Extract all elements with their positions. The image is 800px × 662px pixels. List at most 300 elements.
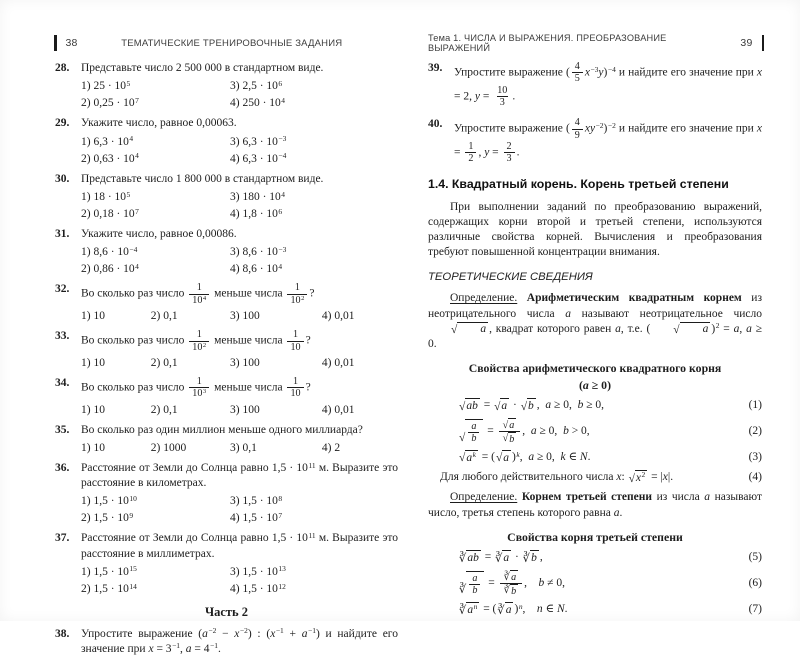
- fraction-denominator: [500, 583, 523, 597]
- fraction: [465, 141, 476, 165]
- radicand: [508, 432, 516, 445]
- problem-number: 34.: [55, 376, 70, 389]
- math-variable: n: [473, 602, 478, 612]
- problem-item: [428, 61, 762, 108]
- problem-text: Представьте число 1 800 000 в стандартном виде.: [81, 172, 324, 185]
- fraction: [287, 329, 303, 353]
- paragraph: При выполнении заданий по преобразованию выражений, содержащих корни второй и третьей степени, используются различные свойства корней. Вычисления и преобразования требуют повышенной концентрации внимания.: [428, 200, 762, 259]
- problem-text: Упростите выражение ( $\frac{4}{9}$ $xy^{-2})^{-2}$ и найдите его значение при x = $\frac{1}{2}$ , y = $\frac{2}{3}$ .: [454, 117, 763, 165]
- fraction: [468, 421, 479, 445]
- superscript: −4: [278, 151, 287, 161]
- problem-text: Представьте число 2 500 000 в стандартном виде.: [81, 62, 324, 74]
- math-variable: a: [582, 377, 589, 392]
- superscript: −2: [239, 626, 248, 636]
- cube-root: [504, 570, 519, 583]
- superscript: 6: [278, 78, 283, 88]
- math-variable: a: [530, 425, 537, 438]
- fraction: [189, 376, 209, 400]
- answer-option: 4) $1,8 \cdot 10^6$: [229, 206, 283, 220]
- superscript: 4: [202, 294, 207, 302]
- problem-item: [55, 172, 398, 222]
- answer-option: 3) $8,6 \cdot 10^{-3}$: [229, 244, 287, 259]
- problem-item: [55, 329, 398, 371]
- radicand: [465, 398, 480, 412]
- answer-option: 4) 2: [321, 441, 341, 454]
- fraction-numerator: 1: [196, 375, 202, 387]
- radical-sign: √: [451, 324, 458, 337]
- fraction-numerator: [468, 421, 479, 432]
- math-variable: x: [148, 642, 154, 655]
- superscript: 6: [278, 206, 283, 216]
- superscript: −2: [208, 626, 217, 636]
- problem-item: [428, 117, 762, 164]
- radicand: [680, 322, 711, 336]
- fraction: [572, 61, 583, 85]
- math-variable: x: [756, 122, 763, 135]
- math-variable: y: [484, 146, 490, 159]
- problem-number: 38.: [55, 627, 70, 640]
- underlined-text: Определение.: [450, 292, 518, 305]
- radical-sign: ∛: [495, 552, 503, 565]
- properties-heading-line: Свойства арифметического квадратного корня: [468, 361, 722, 376]
- square-root: [521, 398, 536, 412]
- right-page-content: [428, 61, 762, 617]
- problem-number: 39.: [428, 62, 443, 74]
- math-variable: a: [503, 551, 510, 564]
- math-variable: b: [577, 399, 584, 412]
- superscript: [474, 602, 478, 611]
- math-variable: a: [613, 506, 620, 519]
- fraction-denominator: [468, 432, 479, 444]
- properties-heading: [428, 529, 762, 546]
- answer-option: 1) $1,5 \cdot 10^{10}$: [81, 493, 137, 508]
- answer-option: 2) $0,86 \cdot 10^4$: [81, 261, 139, 276]
- radical-sign: √: [628, 472, 635, 485]
- fraction-numerator: [469, 573, 480, 584]
- paragraph: Определение. Корнем третьей степени из числа a называют число, третья степень которого равна a.: [428, 491, 762, 519]
- answer-options: [81, 308, 398, 324]
- math-variable: a: [501, 399, 508, 412]
- answer-option: 2) $1,5 \cdot 10^9$: [81, 511, 134, 525]
- answer-option: 3) 100: [229, 310, 260, 323]
- math-variable: a: [301, 627, 308, 640]
- problem-item: [55, 282, 398, 324]
- formula: √ $a^k$ = ( √ a )$^k$, a ≥ 0, k ∈ N.: [459, 449, 591, 465]
- problem-number: 31.: [55, 228, 70, 241]
- answer-option: 4) $8,6 \cdot 10^4$: [229, 261, 283, 276]
- problem-number: 35.: [55, 423, 70, 436]
- radicand: [465, 450, 478, 464]
- answer-option: 3) 100: [229, 403, 260, 416]
- radicand: [530, 550, 539, 564]
- math-variable: a: [733, 322, 740, 335]
- superscript: 11: [308, 531, 316, 541]
- fraction-numerator: 1: [294, 282, 300, 294]
- formula-row: [428, 450, 762, 465]
- answer-option: 2) $0,63 \cdot 10^4$: [81, 151, 139, 165]
- problem-number: 33.: [55, 330, 70, 343]
- problem-body: [81, 61, 398, 111]
- formula: Для любого действительного числа x: √ $x^2$ = |x|.: [440, 470, 674, 485]
- problem-body: [81, 282, 398, 324]
- answer-option: 4) $1,5 \cdot 10^{12}$: [229, 581, 286, 595]
- fraction-denominator: 3: [497, 96, 508, 108]
- fraction-numerator: 2: [506, 140, 512, 152]
- fraction: [499, 418, 521, 445]
- page-number-right: 39: [740, 37, 753, 49]
- superscript: −2: [595, 121, 604, 131]
- fraction: [504, 141, 515, 165]
- math-variable: x: [756, 66, 763, 79]
- superscript: 5: [126, 189, 131, 199]
- math-variable: a: [503, 451, 510, 464]
- answer-option: 1) 10: [81, 403, 105, 416]
- math-variable: b: [472, 584, 478, 596]
- answer-option: 2) 1000: [150, 441, 187, 454]
- superscript: 4: [129, 134, 134, 144]
- math-variable: x: [662, 471, 668, 484]
- answer-option: 1) $6,3 \cdot 10^4$: [81, 134, 134, 148]
- answer-option: 2) 0,1: [150, 310, 178, 323]
- problem-body: [81, 329, 398, 371]
- math-variable: b: [511, 585, 517, 597]
- problem-item: [55, 531, 398, 597]
- problem-body: [81, 531, 398, 597]
- superscript: 8: [278, 493, 283, 503]
- answer-options: [81, 244, 398, 277]
- superscript: 11: [308, 460, 316, 470]
- superscript: −3: [590, 65, 599, 75]
- radical-sign: ∛: [503, 571, 511, 583]
- superscript: −1: [307, 626, 316, 636]
- fraction-denominator: 5: [572, 72, 583, 84]
- radicand: [510, 584, 518, 597]
- fraction-numerator: 10: [497, 84, 508, 96]
- superscript: 3: [202, 388, 207, 396]
- problem-text: Во сколько раз один миллион меньше одного миллиарда?: [81, 423, 363, 436]
- math-variable: n: [536, 603, 543, 616]
- problem-item: [55, 627, 398, 657]
- math-variable: a: [511, 571, 517, 583]
- square-root: [459, 419, 483, 444]
- math-variable: a: [509, 419, 515, 431]
- bold-text: Корнем третьей степени: [521, 491, 653, 504]
- answer-option: 2) $0,25 \cdot 10^7$: [81, 95, 139, 110]
- page-number-left: 38: [65, 37, 78, 49]
- fraction-denominator: 10: [287, 341, 303, 353]
- fraction-denominator: $10^3$: [189, 387, 209, 399]
- radicand: [527, 398, 536, 412]
- square-root: [651, 322, 710, 336]
- math-variable: a: [202, 627, 208, 640]
- answer-option: 1) $25 \cdot 10^5$: [81, 78, 131, 93]
- superscript: 2: [715, 321, 720, 331]
- math-variable: ab: [466, 399, 478, 412]
- fraction-denominator: 9: [572, 129, 583, 141]
- problem-item: [55, 61, 398, 111]
- theory-label: ТЕОРЕТИЧЕСКИЕ СВЕДЕНИЯ: [428, 270, 593, 283]
- running-head-left: ТЕМАТИЧЕСКИЕ ТРЕНИРОВОЧНЫЕ ЗАДАНИЯ: [121, 37, 343, 49]
- fraction: [189, 329, 209, 353]
- radicand: [505, 602, 514, 616]
- page-header-left: [55, 34, 398, 52]
- fraction-numerator: 1: [468, 140, 474, 152]
- formula-row: [428, 550, 762, 565]
- radical-sign: √: [502, 419, 509, 431]
- fraction-numerator: [500, 570, 523, 583]
- fraction-denominator: [469, 584, 480, 596]
- problem-body: [81, 627, 398, 657]
- radicand: [465, 419, 483, 444]
- problem-body: [454, 117, 762, 164]
- fraction-numerator: 1: [196, 329, 202, 341]
- radicand: [508, 418, 516, 431]
- math-variable: N: [579, 450, 588, 463]
- equation-number: (7): [748, 603, 762, 616]
- radicand: [635, 470, 647, 484]
- properties-heading-line: Свойства корня третьей степени: [507, 529, 683, 544]
- math-variable: a: [545, 399, 552, 412]
- superscript: 7: [135, 206, 139, 216]
- square-root: [629, 470, 648, 484]
- superscript: 15: [129, 564, 137, 574]
- formula: ∛ $a^n$ = ( ∛ a )$^n$, n ∈ N.: [459, 601, 568, 617]
- math-variable: a: [480, 323, 487, 336]
- fraction-numerator: [499, 418, 521, 431]
- radical-sign: √: [502, 433, 509, 445]
- radical-sign: ∛: [459, 552, 467, 565]
- radical-sign: ∛: [459, 604, 467, 617]
- answer-option: 1) 10: [81, 356, 105, 369]
- math-variable: k: [516, 449, 520, 459]
- math-variable: b: [528, 399, 534, 412]
- problem-body: [81, 172, 398, 222]
- formula-row: [428, 398, 762, 413]
- math-variable: xy: [584, 122, 596, 135]
- fraction: [287, 282, 307, 306]
- part-heading: Часть 2: [204, 605, 249, 620]
- problem-number: 36.: [55, 461, 70, 474]
- answer-options: [81, 355, 398, 371]
- math-variable: a: [528, 450, 535, 463]
- problem-item: [55, 423, 398, 456]
- cube-root: [459, 550, 481, 564]
- square-root: [459, 450, 478, 464]
- problem-text: Расстояние от Земли до Солнца равно $1,5 \cdot 10^{11}$ м. Выразите это расстояние в километрах.: [81, 460, 399, 490]
- problem-body: [81, 423, 398, 456]
- formula: √ $\frac{a}{b}$ = √ a √ b , a ≥ 0, b > 0,: [459, 419, 590, 445]
- problem-item: [55, 227, 398, 277]
- superscript: 4: [281, 95, 286, 105]
- math-variable: a: [704, 491, 711, 504]
- problem-item: [55, 461, 398, 527]
- superscript: 4: [135, 261, 139, 271]
- math-variable: b: [531, 551, 537, 564]
- answer-option: 2) $1,5 \cdot 10^{14}$: [81, 581, 137, 595]
- formula-row: [428, 418, 762, 445]
- answer-option: 4) $6,3 \cdot 10^{-4}$: [229, 151, 287, 165]
- fraction: [189, 282, 209, 306]
- superscript: 7: [278, 511, 283, 521]
- problem-body: [81, 461, 398, 527]
- paragraph: Определение. Арифметическим квадратным корнем из неотрицательного числа a называют неотрицательное число √ a , квадрат которого равен a, т.е. ( √ a )$^2$ = a, a ≥ 0.: [428, 292, 763, 350]
- answer-option: 3) $1,5 \cdot 10^{13}$: [229, 564, 286, 578]
- math-variable: ab: [467, 551, 479, 564]
- answer-option: 4) 0,01: [321, 310, 355, 323]
- formula-row: [428, 570, 762, 597]
- square-root: [503, 432, 517, 445]
- fraction-numerator: 1: [292, 329, 299, 341]
- math-variable: a: [505, 603, 512, 616]
- section-heading: 1.4. Квадратный корень. Корень третьей степени: [428, 176, 729, 191]
- math-variable: k: [472, 450, 476, 460]
- header-tick-right: [762, 35, 765, 51]
- formula-row: [428, 602, 762, 617]
- radicand: [466, 550, 481, 564]
- superscript: 2: [301, 294, 305, 302]
- square-root: [494, 398, 509, 412]
- problem-number: 29.: [55, 117, 70, 130]
- radicand: [502, 550, 511, 564]
- square-root: [459, 398, 480, 412]
- superscript: 7: [135, 95, 139, 105]
- problem-number: 32.: [55, 283, 70, 296]
- radical-sign: ∛: [522, 552, 531, 565]
- fraction: [287, 376, 303, 400]
- problem-body: [81, 227, 398, 277]
- problem-text: Во сколько раз число $\frac{1}{10^3}$ меньше числа $\frac{1}{10}$ ?: [81, 375, 311, 400]
- underlined-text: Определение.: [450, 491, 518, 504]
- equation-number: (1): [748, 399, 762, 412]
- superscript: −1: [172, 641, 181, 651]
- math-variable: a: [472, 572, 478, 584]
- superscript: 10: [129, 493, 137, 503]
- fraction: [500, 570, 523, 597]
- header-tick-left: [54, 35, 57, 51]
- equation-number: (3): [748, 450, 762, 463]
- superscript: −2: [607, 121, 616, 131]
- problem-text: Во сколько раз число $\frac{1}{10^2}$ меньше числа $\frac{1}{10}$ ?: [81, 329, 311, 353]
- cube-root: [459, 602, 479, 616]
- problem-text: Укажите число, равное 0,00063.: [81, 117, 237, 130]
- cube-root: [497, 602, 513, 616]
- superscript: [516, 450, 519, 459]
- problem-body: [81, 116, 398, 166]
- answer-option: 2) $0,18 \cdot 10^7$: [81, 206, 139, 220]
- superscript: 4: [278, 261, 283, 271]
- superscript: −1: [210, 641, 218, 651]
- formula: √ ab = √ a · √ b , a ≥ 0, b ≥ 0,: [459, 399, 605, 413]
- fraction: [469, 573, 480, 597]
- page-header-right: [428, 34, 762, 52]
- superscript: 5: [126, 78, 131, 88]
- answer-option: 4) 0,01: [321, 403, 355, 416]
- answer-option: 3) 100: [229, 356, 260, 369]
- answer-option: 1) 10: [81, 310, 105, 323]
- left-page-content: [55, 61, 398, 657]
- superscript: 12: [278, 581, 286, 591]
- problem-text: Упростите выражение $(a^{-2} - x^{-2})$ : $(x^{-1} + a^{-1})$ и найдите его значение при $x = 3^{-1}$, $a = 4^{-1}$.: [81, 626, 398, 655]
- math-variable: a: [471, 420, 477, 432]
- fraction-denominator: $10^2$: [189, 341, 209, 353]
- cube-root: [504, 584, 519, 597]
- math-variable: a: [746, 322, 752, 335]
- radical-sign: ∛: [497, 604, 505, 617]
- radicand: [500, 398, 509, 412]
- answer-option: 1) $1,5 \cdot 10^{15}$: [81, 564, 137, 578]
- math-variable: a: [615, 322, 621, 335]
- math-variable: b: [471, 432, 477, 444]
- radical-sign: √: [494, 400, 501, 413]
- radicand: [466, 602, 479, 616]
- superscript: −1: [275, 626, 284, 636]
- answer-option: 1) $18 \cdot 10^5$: [81, 189, 131, 203]
- answer-options: [81, 78, 398, 111]
- radicand: [466, 571, 484, 596]
- problem-body: [454, 61, 762, 108]
- fraction-denominator: $10^2$: [287, 294, 307, 306]
- answer-options: [81, 493, 398, 526]
- radical-sign: √: [459, 432, 466, 445]
- answer-option: 3) $6,3 \cdot 10^{-3}$: [229, 134, 287, 148]
- properties-heading-line: (a ≥ 0): [578, 377, 612, 392]
- answer-option: 2) 0,1: [150, 403, 178, 416]
- problem-number: 30.: [55, 172, 70, 185]
- answer-option: 4) $250 \cdot 10^4$: [229, 95, 286, 110]
- problem-item: [55, 376, 398, 418]
- answer-option: 3) $2,5 \cdot 10^6$: [229, 78, 283, 93]
- problem-text: Укажите число, равное 0,00086.: [81, 228, 237, 241]
- fraction-numerator: 1: [196, 282, 202, 294]
- answer-option: 3) $180 \cdot 10^4$: [229, 189, 286, 203]
- math-variable: y: [598, 66, 604, 79]
- superscript: 9: [129, 511, 134, 521]
- answer-option: 2) 0,1: [150, 356, 178, 369]
- fraction: [494, 85, 510, 109]
- answer-options: [81, 134, 398, 167]
- math-variable: x: [616, 471, 622, 484]
- math-variable: x: [234, 627, 240, 640]
- answer-options: [81, 189, 398, 222]
- superscript: −3: [278, 244, 287, 254]
- answer-options: [81, 440, 398, 456]
- superscript: 4: [135, 151, 139, 161]
- radical-sign: ∛: [503, 585, 511, 597]
- problem-number: 37.: [55, 532, 70, 545]
- superscript: 2: [202, 341, 207, 349]
- cube-root: [459, 571, 484, 596]
- fraction-denominator: 2: [465, 152, 476, 164]
- running-head-right: Тема 1. ЧИСЛА И ВЫРАЖЕНИЯ. ПРЕОБРАЗОВАНИЕ ВЫРАЖЕНИЙ: [428, 33, 667, 53]
- fraction-numerator: 1: [292, 375, 299, 387]
- formula: ∛ ab = ∛ a · ∛ b ,: [459, 551, 543, 565]
- radical-sign: √: [459, 452, 466, 465]
- equation-number: (4): [748, 471, 762, 484]
- formula-row: [428, 470, 762, 485]
- math-variable: a: [185, 642, 192, 655]
- math-variable: k: [560, 450, 566, 463]
- superscript: −3: [278, 134, 287, 144]
- radical-sign: ∛: [459, 584, 467, 597]
- fraction-denominator: [499, 431, 521, 445]
- superscript: 14: [129, 581, 137, 591]
- problem-text: Во сколько раз число $\frac{1}{10^4}$ меньше числа $\frac{1}{10^2}$ ?: [81, 282, 315, 306]
- superscript: −4: [607, 65, 616, 75]
- fraction-denominator: $10^4$: [189, 294, 209, 306]
- answer-option: 4) $1,5 \cdot 10^7$: [229, 511, 283, 525]
- radical-sign: √: [459, 400, 466, 413]
- equation-number: (2): [748, 425, 762, 438]
